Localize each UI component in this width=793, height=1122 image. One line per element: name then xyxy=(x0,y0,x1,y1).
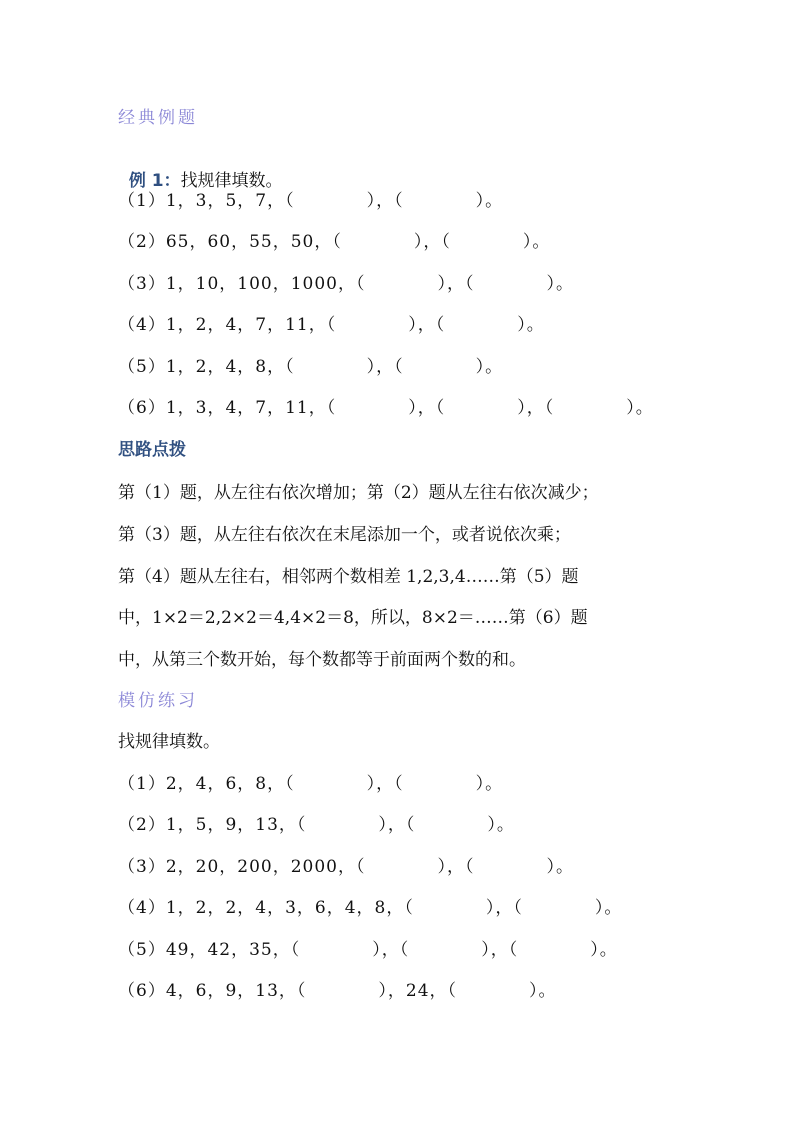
example-heading xyxy=(118,148,283,192)
example-item: （6）1，3，4，7，11，（ ），（ ），（ ）。 xyxy=(118,398,654,418)
practice-item: （6）4，6，9，13，（ ），24，（ ）。 xyxy=(118,981,557,1001)
practice-item: （3）2，20，200，2000，（ ），（ ）。 xyxy=(118,857,574,877)
practice-item: （1）2，4，6，8，（ ），（ ）。 xyxy=(118,774,504,794)
example-item: （3）1，10，100，1000，（ ），（ ）。 xyxy=(118,274,574,294)
example-item: （1）1，3，5，7，（ ），（ ）。 xyxy=(118,191,504,211)
hint-line: 第（1）题，从左往右依次增加；第（2）题从左往右依次减少； xyxy=(118,483,599,503)
example-item: （2）65，60，55，50，（ ），（ ）。 xyxy=(118,232,551,252)
example-label: 例 1： xyxy=(128,171,181,191)
practice-item: （5）49，42，35，（ ），（ ），（ ）。 xyxy=(118,940,618,960)
example-section-title: 经典例题 xyxy=(118,108,198,128)
hint-line: 第（4）题从左往右，相邻两个数相差 1,2,3,4……第（5）题 xyxy=(118,567,579,587)
example-instruction: 找规律填数。 xyxy=(180,171,283,191)
hint-line: 中，1×2＝2,2×2＝4,4×2＝8，所以，8×2＝……第（6）题 xyxy=(118,608,588,628)
hint-line: 第（3）题，从左往右依次在末尾添加一个，或者说依次乘； xyxy=(118,525,571,545)
practice-item: （4）1，2，2，4，3，6，4，8，（ ），（ ）。 xyxy=(118,898,623,918)
practice-item: （2）1，5，9，13，（ ），（ ）。 xyxy=(118,815,515,835)
practice-instruction: 找规律填数。 xyxy=(118,732,220,752)
example-item: （4）1，2，4，7，11，（ ），（ ）。 xyxy=(118,315,545,335)
practice-section-title: 模仿练习 xyxy=(118,691,198,711)
example-item: （5）1，2，4，8，（ ），（ ）。 xyxy=(118,357,504,377)
hint-section-title: 思路点拨 xyxy=(118,440,186,460)
hint-line: 中，从第三个数开始，每个数都等于前面两个数的和。 xyxy=(118,650,526,670)
